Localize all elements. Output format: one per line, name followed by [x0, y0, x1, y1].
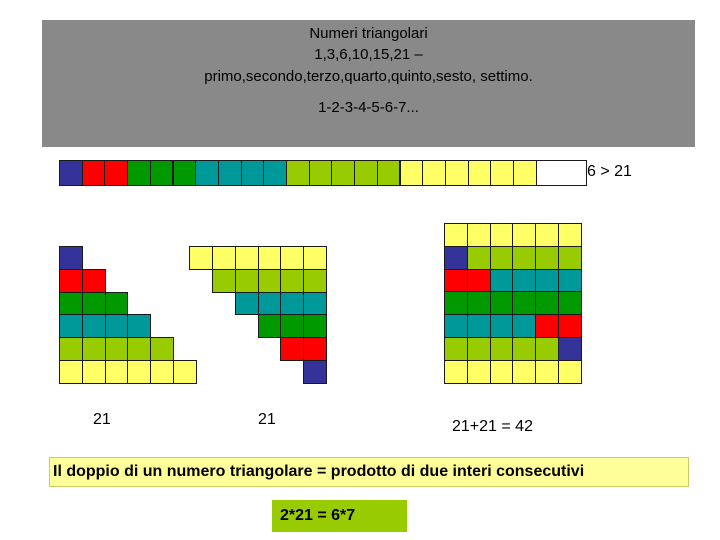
staircase-cell	[59, 337, 83, 361]
staircase-cell	[212, 269, 236, 293]
staircase-cell	[105, 292, 129, 316]
staircase-cell	[280, 337, 304, 361]
staircase-cell	[82, 269, 106, 293]
rectangle-cell	[467, 314, 491, 338]
title-panel	[42, 20, 695, 147]
staircase-cell	[303, 269, 327, 293]
strip-cell	[331, 160, 355, 186]
rectangle-cell	[512, 291, 536, 315]
rectangle-cell	[535, 360, 559, 384]
staircase-cell	[303, 292, 327, 316]
strip-cell	[150, 160, 174, 186]
strip-cell	[400, 160, 424, 186]
strip-cell	[59, 160, 83, 186]
strip-cell	[490, 160, 514, 186]
rectangle-cell	[490, 269, 514, 293]
formula-box	[49, 457, 689, 487]
staircase-cell	[82, 360, 106, 384]
rectangle-cell	[490, 337, 514, 361]
rectangle-cell	[512, 223, 536, 247]
staircase-cell	[258, 314, 282, 338]
rectangle-cell	[490, 291, 514, 315]
staircase-cell	[235, 292, 259, 316]
rectangle-cell	[558, 291, 582, 315]
rectangle-cell	[512, 314, 536, 338]
staircase-cell	[105, 337, 129, 361]
strip-cell	[286, 160, 310, 186]
rectangle-cell	[512, 246, 536, 270]
strip-cell	[445, 160, 469, 186]
strip-cell	[263, 160, 287, 186]
rectangle-cell	[444, 269, 468, 293]
rectangle-cell	[512, 360, 536, 384]
staircase-cell	[59, 314, 83, 338]
rectangle-cell	[490, 223, 514, 247]
rectangle-cell	[467, 291, 491, 315]
staircase-cell	[280, 246, 304, 270]
strip-cell	[173, 160, 197, 186]
staircase-cell	[105, 360, 129, 384]
rectangle-cell	[467, 337, 491, 361]
rectangle-cell	[558, 314, 582, 338]
integer-sequence: 1-2-3-4-5-6-7...	[318, 99, 419, 116]
staircase-cell	[82, 337, 106, 361]
title-line: Numeri triangolari	[309, 25, 428, 42]
staircase-cell	[258, 269, 282, 293]
staircase-cell	[235, 246, 259, 270]
rectangle-cell	[467, 360, 491, 384]
staircase-cell	[105, 314, 129, 338]
strip-cell	[468, 160, 492, 186]
strip-cell	[241, 160, 265, 186]
ordinal-sequence: primo,secondo,terzo,quarto,quinto,sesto, settimo.	[204, 68, 533, 85]
staircase-cell	[258, 292, 282, 316]
staircase-cell	[59, 292, 83, 316]
staircase-cell	[258, 246, 282, 270]
staircase-cell	[82, 314, 106, 338]
staircase-cell	[127, 314, 151, 338]
staircase-cell	[59, 360, 83, 384]
rectangle-cell	[490, 360, 514, 384]
staircase-cell	[303, 246, 327, 270]
product-box	[272, 500, 407, 532]
rectangle-cell	[444, 337, 468, 361]
product-text: 2*21 = 6*7	[280, 507, 356, 524]
strip-cell	[377, 160, 401, 186]
strip-cell	[309, 160, 333, 186]
rectangle-cell	[535, 291, 559, 315]
rectangle-cell	[444, 360, 468, 384]
staircase-cell	[150, 360, 174, 384]
formula-text: Il doppio di un numero triangolare = prodotto di due interi consecutivi	[53, 463, 585, 480]
rectangle-cell	[490, 314, 514, 338]
staircase-cell	[127, 337, 151, 361]
staircase-cell	[303, 360, 327, 384]
rectangle-cell	[467, 246, 491, 270]
rectangle-cell	[444, 291, 468, 315]
staircase-cell	[189, 246, 213, 270]
strip-cell	[218, 160, 242, 186]
staircase-cell	[280, 292, 304, 316]
rectangle-cell	[490, 246, 514, 270]
strip-label: 6 > 21	[587, 163, 632, 180]
strip-cell	[422, 160, 446, 186]
staircase-cell	[150, 337, 174, 361]
staircase-cell	[212, 246, 236, 270]
left-staircase-label: 21	[93, 411, 111, 428]
rectangle-cell	[558, 269, 582, 293]
staircase-cell	[173, 360, 197, 384]
rectangle-cell	[558, 360, 582, 384]
number-sequence: 1,3,6,10,15,21 –	[314, 46, 423, 63]
rectangle-cell	[535, 223, 559, 247]
rectangle-cell	[535, 337, 559, 361]
strip-cell	[82, 160, 106, 186]
rectangle-cell	[535, 314, 559, 338]
rectangle-cell	[444, 246, 468, 270]
rectangle-cell	[558, 223, 582, 247]
staircase-cell	[280, 269, 304, 293]
rectangle-cell	[444, 223, 468, 247]
strip-cell	[104, 160, 128, 186]
rectangle-cell	[467, 223, 491, 247]
staircase-cell	[127, 360, 151, 384]
strip-cell	[195, 160, 219, 186]
staircase-cell	[280, 314, 304, 338]
inverted-staircase-label: 21	[258, 411, 276, 428]
staircase-cell	[59, 246, 83, 270]
staircase-cell	[303, 337, 327, 361]
rectangle-label: 21+21 = 42	[452, 418, 533, 435]
rectangle-cell	[512, 269, 536, 293]
rectangle-cell	[444, 314, 468, 338]
rectangle-cell	[535, 269, 559, 293]
staircase-cell	[235, 269, 259, 293]
staircase-cell	[303, 314, 327, 338]
rectangle-cell	[467, 269, 491, 293]
strip-cell	[127, 160, 151, 186]
strip-cell	[354, 160, 378, 186]
staircase-cell	[59, 269, 83, 293]
rectangle-cell	[512, 337, 536, 361]
rectangle-cell	[558, 337, 582, 361]
rectangle-cell	[558, 246, 582, 270]
rectangle-cell	[535, 246, 559, 270]
strip-cell	[513, 160, 537, 186]
staircase-cell	[82, 292, 106, 316]
